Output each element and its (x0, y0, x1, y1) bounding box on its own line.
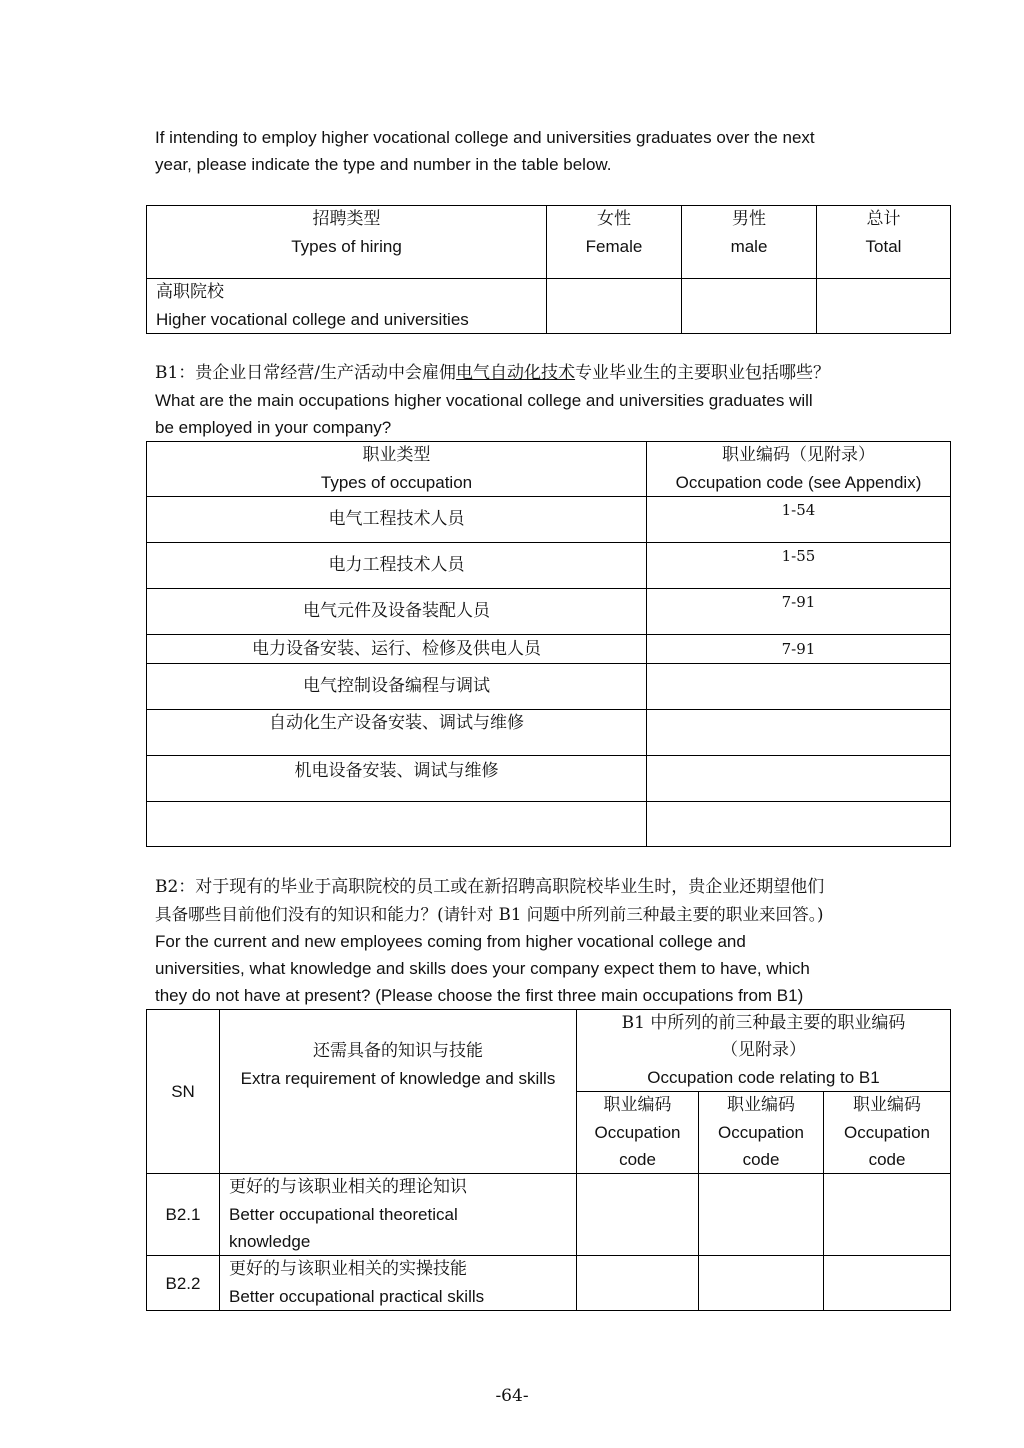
occupation-type-cell: 自动化生产设备安装、调试与维修 (147, 710, 647, 756)
row-label-higher-vocational (147, 279, 547, 334)
b1-zh-prefix: B1：贵企业日常经营/生产活动中会雇佣 (155, 363, 457, 383)
table-row (147, 710, 951, 756)
female-count-cell[interactable] (547, 279, 682, 334)
occupation-code-cell[interactable] (647, 802, 951, 847)
page-number: -64- (495, 1386, 529, 1406)
knowledge-en-2: knowledge (229, 1232, 311, 1251)
intro-line-1: If intending to employ higher vocational college and universities graduates over the next (155, 128, 815, 147)
header-occupation-code-2 (699, 1092, 824, 1174)
table-row (147, 589, 951, 635)
header-female (547, 206, 682, 279)
word: college (658, 932, 713, 951)
sn-cell: B2.2 (147, 1256, 220, 1311)
header-zh: 职业编码 (603, 1095, 672, 1115)
occupation-code-input-cell[interactable] (824, 1256, 951, 1311)
header-zh: B1 中所列的前三种最主要的职业编码 (621, 1013, 906, 1033)
knowledge-zh: 更好的与该职业相关的理论知识 (229, 1177, 467, 1197)
b1-question-en-2: be employed in your company? (155, 418, 392, 437)
b2-question-en-3: they do not have at present? (Please choose the first three main occupations from B1) (155, 986, 804, 1005)
b2-question (155, 874, 869, 1009)
knowledge-table-header-1 (147, 1010, 951, 1092)
word: employees (340, 932, 423, 951)
word: vocational (577, 932, 655, 951)
header-en: Total (865, 237, 902, 256)
hiring-table (146, 205, 951, 334)
header-zh-appendix: （见附录） (721, 1040, 806, 1060)
occupation-code-cell[interactable]: 1-54 (647, 497, 951, 543)
knowledge-en (229, 1201, 567, 1228)
b1-question (155, 360, 869, 441)
b2-question-zh-2: 具备哪些目前他们没有的知识和能力？(请针对 B1 问题中所列前三种最主要的职业来回答。) (155, 905, 824, 924)
header-sn: SN (147, 1010, 220, 1174)
header-en: Occupation (718, 1123, 804, 1142)
b1-question-zh (155, 360, 869, 387)
occupation-type-cell: 电气控制设备编程与调试 (147, 664, 647, 710)
b1-zh-suffix: 专业毕业生的主要职业包括哪些？ (575, 363, 831, 383)
word: from (486, 932, 521, 951)
occupation-type-cell[interactable] (147, 802, 647, 847)
occupation-code-input-cell[interactable] (699, 1256, 824, 1311)
table-row (147, 1256, 951, 1311)
word: occupational (279, 1205, 375, 1224)
header-types-of-occupation (147, 442, 647, 497)
hiring-table-header (147, 206, 951, 279)
word: higher (525, 932, 573, 951)
occupation-table-header (147, 442, 951, 497)
occupation-code-cell[interactable] (647, 710, 951, 756)
word: the (185, 932, 209, 951)
header-extra-requirement (220, 1010, 577, 1174)
word: current (213, 932, 267, 951)
table-row (147, 279, 951, 334)
occupation-code-input-cell[interactable] (824, 1174, 951, 1256)
occupation-code-cell[interactable] (647, 756, 951, 802)
occupation-code-input-cell[interactable] (577, 1174, 699, 1256)
intro-line-2: year, please indicate the type and number in the table below. (155, 155, 612, 174)
word: and (271, 932, 300, 951)
knowledge-zh: 更好的与该职业相关的实操技能 (229, 1259, 467, 1279)
table-row (147, 756, 951, 802)
b2-question-zh-1: B2：对于现有的毕业于高职院校的员工或在新招聘高职院校毕业生时，贵企业还期望他们 (155, 877, 825, 897)
occupation-type-cell: 电力设备安装、运行、检修及供电人员 (147, 635, 647, 664)
header-en: Female (585, 237, 643, 256)
occupation-type-cell: 电力工程技术人员 (147, 543, 647, 589)
total-count-cell[interactable] (817, 279, 951, 334)
header-en: Extra requirement of knowledge and skills (240, 1069, 556, 1088)
knowledge-cell (220, 1256, 577, 1311)
word: coming (427, 932, 483, 951)
intro-paragraph (155, 124, 869, 178)
knowledge-cell (220, 1174, 577, 1256)
knowledge-table (146, 1009, 951, 1311)
table-row (147, 802, 951, 847)
header-zh: 职业编码 (727, 1095, 795, 1115)
b1-zh-major: 电气自动化技术 (456, 363, 576, 383)
word: For (155, 932, 181, 951)
table-row (147, 664, 951, 710)
header-total (817, 206, 951, 279)
male-count-cell[interactable] (682, 279, 817, 334)
table-row (147, 1174, 951, 1256)
b2-question-en-2: universities, what knowledge and skills does your company expect them to have, which (155, 959, 810, 978)
header-occupation-code (647, 442, 951, 497)
occupation-code-cell[interactable]: 7-91 (647, 635, 951, 664)
header-en: Occupation code relating to B1 (647, 1068, 880, 1087)
header-zh: 还需具备的知识与技能 (313, 1041, 483, 1061)
header-zh: 总计 (866, 209, 901, 229)
occupation-code-cell[interactable]: 1-55 (647, 543, 951, 589)
header-occupation-code-3 (824, 1092, 951, 1174)
header-en: Occupation (594, 1123, 681, 1142)
word: and (717, 932, 746, 951)
header-zh: 女性 (597, 209, 631, 229)
row-label-en: Higher vocational college and universities (156, 310, 469, 329)
table-row (147, 635, 951, 664)
occupation-type-cell: 机电设备安装、调试与维修 (147, 756, 647, 802)
occupation-code-input-cell[interactable] (699, 1174, 824, 1256)
occupation-type-cell: 电气元件及设备装配人员 (147, 589, 647, 635)
header-zh: 职业类型 (362, 445, 431, 465)
header-zh: 男性 (732, 209, 766, 229)
header-zh: 职业编码 (853, 1095, 921, 1115)
b2-question-en-1 (155, 928, 869, 955)
row-label-zh: 高职院校 (156, 282, 224, 302)
header-en: male (730, 237, 768, 256)
knowledge-en: Better occupational practical skills (229, 1287, 485, 1306)
header-en: code (742, 1150, 780, 1169)
b1-question-en-1: What are the main occupations higher vocational college and universities graduates will (155, 391, 813, 410)
header-occupation-code-1 (577, 1092, 699, 1174)
word: Better (229, 1205, 275, 1224)
occupation-type-cell: 电气工程技术人员 (147, 497, 647, 543)
header-en: code (619, 1150, 656, 1169)
occupation-code-cell[interactable]: 7-91 (647, 589, 951, 635)
sn-cell: B2.1 (147, 1174, 220, 1256)
occupation-code-cell[interactable] (647, 664, 951, 710)
header-zh: 招聘类型 (312, 209, 381, 229)
header-male (682, 206, 817, 279)
word: new (304, 932, 336, 951)
header-zh: 职业编码（见附录） (722, 445, 875, 465)
header-en: Occupation (844, 1123, 930, 1142)
header-en: Types of hiring (291, 237, 402, 256)
occupation-table (146, 441, 951, 847)
header-en: Types of occupation (320, 473, 473, 492)
header-en: Occupation code (see Appendix) (675, 473, 922, 492)
word: theoretical (379, 1205, 458, 1224)
header-types-of-hiring (147, 206, 547, 279)
occupation-code-input-cell[interactable] (577, 1256, 699, 1311)
header-en: code (868, 1150, 906, 1169)
table-row (147, 497, 951, 543)
table-row (147, 543, 951, 589)
header-occupation-code-group (577, 1010, 951, 1092)
